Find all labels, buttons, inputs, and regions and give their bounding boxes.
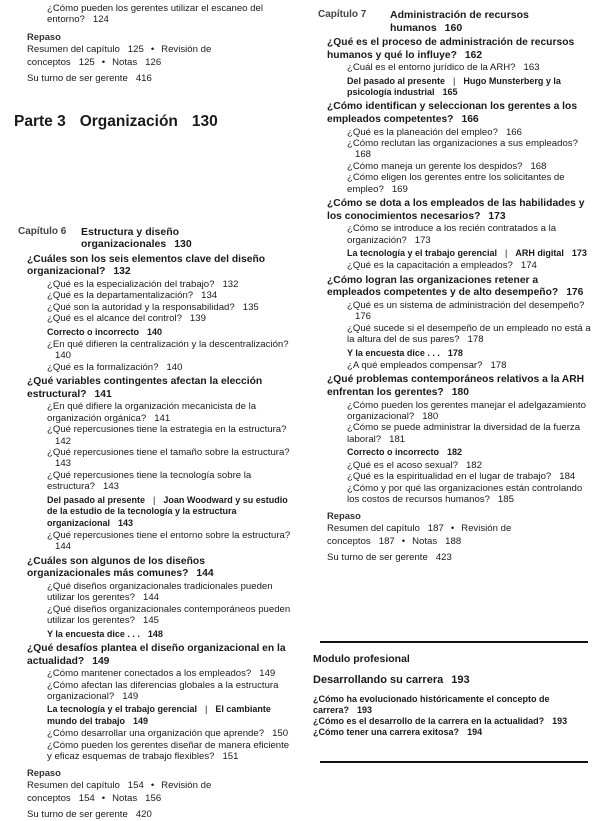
entry-text: Hugo Munsterberg y la psicología industrial xyxy=(347,75,561,97)
page-number: 184 xyxy=(559,471,576,483)
page-number: 194 xyxy=(467,727,483,737)
entry-text: ¿Cómo y por qué las organizaciones están controlando los costos de recursos humanos? xyxy=(347,482,583,505)
page-number: 185 xyxy=(497,493,514,505)
page-number: 168 xyxy=(530,160,547,172)
module-list xyxy=(300,694,600,738)
toc-entry xyxy=(0,401,300,424)
page-number: 141 xyxy=(154,412,171,424)
feature-box-entry xyxy=(0,704,300,727)
feature-box-entry xyxy=(0,629,300,640)
page-number: 135 xyxy=(242,301,259,313)
resumen-label: Resumen del capítulo xyxy=(327,523,420,535)
page-number: 149 xyxy=(133,715,149,726)
entry-text: ARH digital xyxy=(515,248,564,259)
page-number: 125 xyxy=(78,56,95,68)
page-number: 173 xyxy=(488,210,506,222)
page-number: 178 xyxy=(490,360,507,372)
feature-box-entry xyxy=(0,495,300,529)
module-entry xyxy=(300,694,600,716)
page-number: 145 xyxy=(143,615,160,627)
repaso-label: Repaso xyxy=(27,30,61,42)
chapter-label: Capítulo 6 xyxy=(18,225,67,237)
toc-entry xyxy=(0,740,300,763)
part-page: 130 xyxy=(191,113,218,130)
entry-text: ¿Qué es la formalización? xyxy=(47,361,159,373)
page-number: 149 xyxy=(122,690,139,702)
bullet: • xyxy=(150,780,155,792)
section-heading xyxy=(300,37,600,62)
page-number: 124 xyxy=(92,14,109,26)
page-number: 174 xyxy=(520,260,537,272)
entry-text: ¿A qué empleados compensar? xyxy=(347,360,483,372)
page-number: 162 xyxy=(464,49,483,61)
page-number: 141 xyxy=(94,388,112,400)
toc-entry xyxy=(0,668,300,679)
page-number: 165 xyxy=(442,87,458,97)
entry-text: ¿Qué sucede si el desempeño de un empleado no está a la altura del de sus pares? xyxy=(347,322,591,346)
page-number: 420 xyxy=(135,809,152,821)
page-number: 144 xyxy=(196,568,214,580)
entry-text: ¿Qué es el acoso sexual? xyxy=(347,459,458,471)
entry-text: ¿Qué son la autoridad y la responsabilidad? xyxy=(47,301,235,313)
page-number: 140 xyxy=(55,350,72,362)
section-heading xyxy=(0,254,300,279)
notas-label: Notas xyxy=(112,793,138,805)
chapter-label: Capítulo 7 xyxy=(318,9,367,20)
su-turno-entry xyxy=(0,72,300,85)
toc-entry xyxy=(0,447,300,470)
page-number: 140 xyxy=(166,361,183,373)
page-number: 168 xyxy=(355,149,372,161)
entry-text: ¿Qué repercusiones tiene la estrategia en la estructura? xyxy=(47,424,287,436)
module-entry xyxy=(300,716,600,727)
module-entry xyxy=(300,727,600,738)
separator: | xyxy=(505,248,508,259)
page-number: 187 xyxy=(427,523,444,535)
sections xyxy=(0,254,300,763)
module-subtitle-text: Desarrollando su carrera xyxy=(313,674,444,686)
entry-text: ¿Qué repercusiones tiene la tecnología sobre la estructura? xyxy=(47,469,252,493)
right-column xyxy=(300,0,600,564)
separator: | xyxy=(453,75,456,86)
page-number: 163 xyxy=(523,62,540,74)
page-number: 134 xyxy=(201,290,218,302)
entry-text: Y la encuesta dice . . . xyxy=(347,347,440,358)
entry-text: ¿Cómo reclutan las organizaciones a sus empleados? xyxy=(347,138,578,149)
section-heading xyxy=(0,643,300,668)
page-number: 423 xyxy=(435,552,452,564)
page-number: 144 xyxy=(55,541,72,553)
entry-text: ¿Cómo es el desarrollo de la carrera en la actualidad? xyxy=(313,716,545,726)
entry-text: ¿Qué diseños organizacionales tradicionales pueden utilizar los gerentes? xyxy=(47,580,273,604)
toc-entry xyxy=(300,422,600,445)
section-title: ¿Qué variables contingentes afectan la elección estructural? xyxy=(27,376,263,400)
entry-text: Joan Woodward y su estudio de la estudio de la tecnología y la estructura organizacional xyxy=(47,494,288,528)
toc-entry xyxy=(300,172,600,195)
toc-entry xyxy=(300,138,600,161)
page-number: 154 xyxy=(127,780,144,792)
page-number: 188 xyxy=(445,536,462,548)
module-subtitle xyxy=(300,674,600,686)
separator: | xyxy=(205,704,208,715)
toc-entry xyxy=(0,470,300,493)
toc-entry xyxy=(0,339,300,362)
page-number: 193 xyxy=(357,705,373,715)
page-number: 154 xyxy=(78,793,95,805)
page-number: 148 xyxy=(147,628,163,639)
feature-label: Del pasado al presente xyxy=(47,494,146,505)
revision-label: Revisión de conceptos xyxy=(27,43,212,68)
entry-text: ¿En qué difieren la centralización y la descentralización? xyxy=(47,339,289,351)
page-number: 166 xyxy=(461,114,479,125)
feature-box-entry xyxy=(300,348,600,359)
entry-text: ¿Cómo pueden los gerentes diseñar de manera eficiente y eficaz esquemas de trabajo flexibles? xyxy=(47,739,290,762)
entry-text: ¿Qué repercusiones tiene el entorno sobre la estructura? xyxy=(47,529,291,541)
chapter-title: Administración de recursos humanos xyxy=(390,9,529,34)
entry-text: ¿Cómo maneja un gerente los despidos? xyxy=(347,160,523,172)
entry-text: ¿Cómo se introduce a los recién contratados a la organización? xyxy=(347,223,557,246)
page-number: 142 xyxy=(55,435,72,447)
page-number: 181 xyxy=(389,433,406,445)
feature-label: La tecnología y el trabajo gerencial xyxy=(347,248,498,259)
entry-text: ¿Cómo desarrollar una organización que aprende? xyxy=(47,728,265,740)
section-title: ¿Qué desafíos plantea el diseño organizacional en la actualidad? xyxy=(27,642,286,667)
section-title: ¿Cómo logran las organizaciones retener a empleados competentes y de alto desempeño? xyxy=(327,274,559,299)
toc-entry xyxy=(0,362,300,373)
section-title: ¿Cómo se dota a los empleados de las habilidades y los conocimientos necesarios? xyxy=(327,198,585,222)
toc-entry xyxy=(0,290,300,301)
entry-text: ¿Qué repercusiones tiene el tamaño sobre la estructura? xyxy=(47,447,290,459)
toc-entry xyxy=(0,3,300,26)
page-number: 178 xyxy=(467,334,484,346)
entry-text: ¿Cómo ha evolucionado históricamente el concepto de carrera? xyxy=(313,694,550,715)
page-number: 149 xyxy=(259,668,276,680)
chapter-page: 130 xyxy=(174,238,192,251)
feature-label: Del pasado al presente xyxy=(347,75,446,86)
part-title: Organización xyxy=(79,113,178,130)
toc-entry xyxy=(300,161,600,172)
entry-text: Correcto o incorrecto xyxy=(47,326,140,337)
separator: | xyxy=(153,494,156,505)
toc-entry xyxy=(300,400,600,423)
entry-text: ¿Qué es la planeación del empleo? xyxy=(347,126,498,138)
section-heading xyxy=(0,376,300,401)
toc-entry xyxy=(300,127,600,138)
page-number: 187 xyxy=(378,536,395,548)
feature-box-entry xyxy=(300,248,600,259)
module-section xyxy=(300,643,600,738)
page-number: 193 xyxy=(552,716,568,726)
chapter-heading xyxy=(300,9,600,34)
entry-text: ¿Cómo pueden los gerentes utilizar el escaneo del entorno? xyxy=(47,3,263,26)
feature-box-entry xyxy=(300,447,600,458)
toc-entry xyxy=(0,279,300,290)
page-number: 150 xyxy=(272,728,289,740)
section-heading xyxy=(300,275,600,300)
part-heading xyxy=(14,113,232,131)
page-number: 178 xyxy=(447,347,463,358)
repaso-label: Repaso xyxy=(27,767,61,779)
entry-text: ¿Cómo se puede administrar la diversidad de la fuerza laboral? xyxy=(347,422,581,445)
page-number: 180 xyxy=(451,387,469,399)
section-title: ¿Cuáles son los seis elementos clave del diseño organizacional? xyxy=(27,253,266,278)
repaso-summary xyxy=(0,779,227,805)
entry-text: ¿En qué difiere la organización mecanicista de la organización orgánica? xyxy=(47,401,257,424)
entry-text: Correcto o incorrecto xyxy=(347,447,440,458)
entry-text: ¿Cómo mantener conectados a los empleados? xyxy=(47,668,252,680)
repaso-summary xyxy=(0,43,227,69)
section-heading xyxy=(0,556,300,581)
chapter-page: 160 xyxy=(444,21,463,34)
feature-label: La tecnología y el trabajo gerencial xyxy=(47,704,198,715)
page-number: 132 xyxy=(113,266,131,278)
bullet: • xyxy=(150,43,155,55)
page-number: 166 xyxy=(505,126,522,138)
toc-entry xyxy=(0,530,300,553)
page-number: 139 xyxy=(189,313,206,325)
entry-text: ¿Cómo afectan las diferencias globales a la estructura organizacional? xyxy=(47,679,279,702)
feature-box-entry xyxy=(0,327,300,338)
divider xyxy=(320,761,588,763)
entry-text: ¿Qué es la capacitación a empleados? xyxy=(347,260,513,272)
section-title: ¿Qué es el proceso de administración de recursos humanos y qué lo influye? xyxy=(327,37,575,61)
page-number: 182 xyxy=(447,447,463,458)
page-number: 182 xyxy=(465,459,482,471)
entry-text: ¿Qué es la departamentalización? xyxy=(47,290,194,302)
page-number: 149 xyxy=(92,655,110,667)
bullet: • xyxy=(450,523,455,535)
bullet: • xyxy=(101,793,106,805)
entry-text: ¿Cuál es el entorno jurídico de la ARH? xyxy=(347,62,516,74)
notas-label: Notas xyxy=(112,56,138,68)
page-number: 144 xyxy=(143,592,160,604)
entry-text: ¿Qué es el alcance del control? xyxy=(47,313,182,325)
chapter-heading xyxy=(0,226,300,251)
entry-text: El cambiante mundo del trabajo xyxy=(47,704,271,726)
section-heading xyxy=(300,374,600,399)
page-number: 169 xyxy=(391,183,408,195)
toc-entry xyxy=(300,300,600,323)
bullet: • xyxy=(401,536,406,548)
toc-entry xyxy=(300,471,600,482)
notas-label: Notas xyxy=(412,536,438,548)
entry-text: Y la encuesta dice . . . xyxy=(47,628,140,639)
page-number: 173 xyxy=(414,234,431,246)
toc-entry xyxy=(0,728,300,739)
page-number: 193 xyxy=(451,674,470,686)
toc-entry xyxy=(300,62,600,73)
page-number: 173 xyxy=(571,248,587,259)
entry-text: ¿Qué diseños organizacionales contemporáneos pueden utilizar los gerentes? xyxy=(47,603,291,627)
feature-box-entry xyxy=(300,76,600,99)
section-heading xyxy=(300,101,600,126)
su-turno-entry xyxy=(300,551,600,564)
page-number: 180 xyxy=(422,411,439,423)
toc-entry xyxy=(0,581,300,604)
toc-entry xyxy=(300,323,600,346)
page-number: 151 xyxy=(222,750,239,762)
toc-entry xyxy=(0,302,300,313)
page-number: 156 xyxy=(145,793,162,805)
entry-text: ¿Qué es la espiritualidad en el lugar de trabajo? xyxy=(347,471,552,483)
toc-entry xyxy=(300,260,600,271)
page-number: 143 xyxy=(118,517,134,528)
page-number: 176 xyxy=(355,311,372,323)
resumen-label: Resumen del capítulo xyxy=(27,43,120,55)
entry-text: ¿Cómo eligen los gerentes entre los solicitantes de empleo? xyxy=(347,172,565,195)
bullet: • xyxy=(101,56,106,68)
repaso-summary xyxy=(300,522,527,548)
toc-entry xyxy=(0,680,300,703)
page-number: 125 xyxy=(127,43,144,55)
toc-entry xyxy=(300,360,600,371)
repaso-block xyxy=(0,30,300,85)
section-title: ¿Cuáles son algunos de los diseños organizacionales más comunes? xyxy=(27,555,205,580)
turno-label: Su turno de ser gerente xyxy=(327,552,428,564)
turno-label: Su turno de ser gerente xyxy=(27,809,128,821)
page-number: 143 xyxy=(103,481,120,493)
section-heading xyxy=(300,198,600,223)
chapter-title: Estructura y diseño organizacionales xyxy=(81,225,180,251)
entry-text: ¿Cómo pueden los gerentes manejar el adelgazamiento organizacional? xyxy=(347,399,586,423)
toc-entry xyxy=(300,483,600,506)
turno-label: Su turno de ser gerente xyxy=(27,72,128,84)
entry-text: ¿Qué es la especialización del trabajo? xyxy=(47,279,215,290)
module-title: Modulo profesional xyxy=(313,653,410,665)
entry-text: ¿Qué es un sistema de administración del desempeño? xyxy=(347,300,585,312)
toc-entry xyxy=(0,604,300,627)
page-number: 143 xyxy=(55,458,72,470)
toc-entry xyxy=(300,223,600,246)
section-title: ¿Qué problemas contemporáneos relativos a la ARH enfrentan los gerentes? xyxy=(327,374,585,399)
revision-label: Revisión de conceptos xyxy=(327,523,512,548)
page-number: 416 xyxy=(135,72,152,84)
resumen-label: Resumen del capítulo xyxy=(27,780,120,792)
toc-entry xyxy=(0,424,300,447)
section-title: ¿Cómo identifican y seleccionan los gerentes a los empleados competentes? xyxy=(327,101,578,125)
page-number: 140 xyxy=(147,326,163,337)
toc-entry xyxy=(300,460,600,471)
revision-label: Revisión de conceptos xyxy=(27,780,212,805)
sections xyxy=(300,37,600,505)
toc-entry xyxy=(0,313,300,324)
page-number: 132 xyxy=(222,279,239,290)
page-number: 176 xyxy=(566,287,584,299)
repaso-label: Repaso xyxy=(327,510,361,522)
repaso-block xyxy=(0,766,300,821)
entry-text: ¿Cómo tener una carrera exitosa? xyxy=(313,727,460,737)
part-label: Parte 3 xyxy=(14,113,66,130)
page-number: 126 xyxy=(145,56,162,68)
repaso-block xyxy=(300,509,600,564)
su-turno-entry xyxy=(0,808,300,821)
